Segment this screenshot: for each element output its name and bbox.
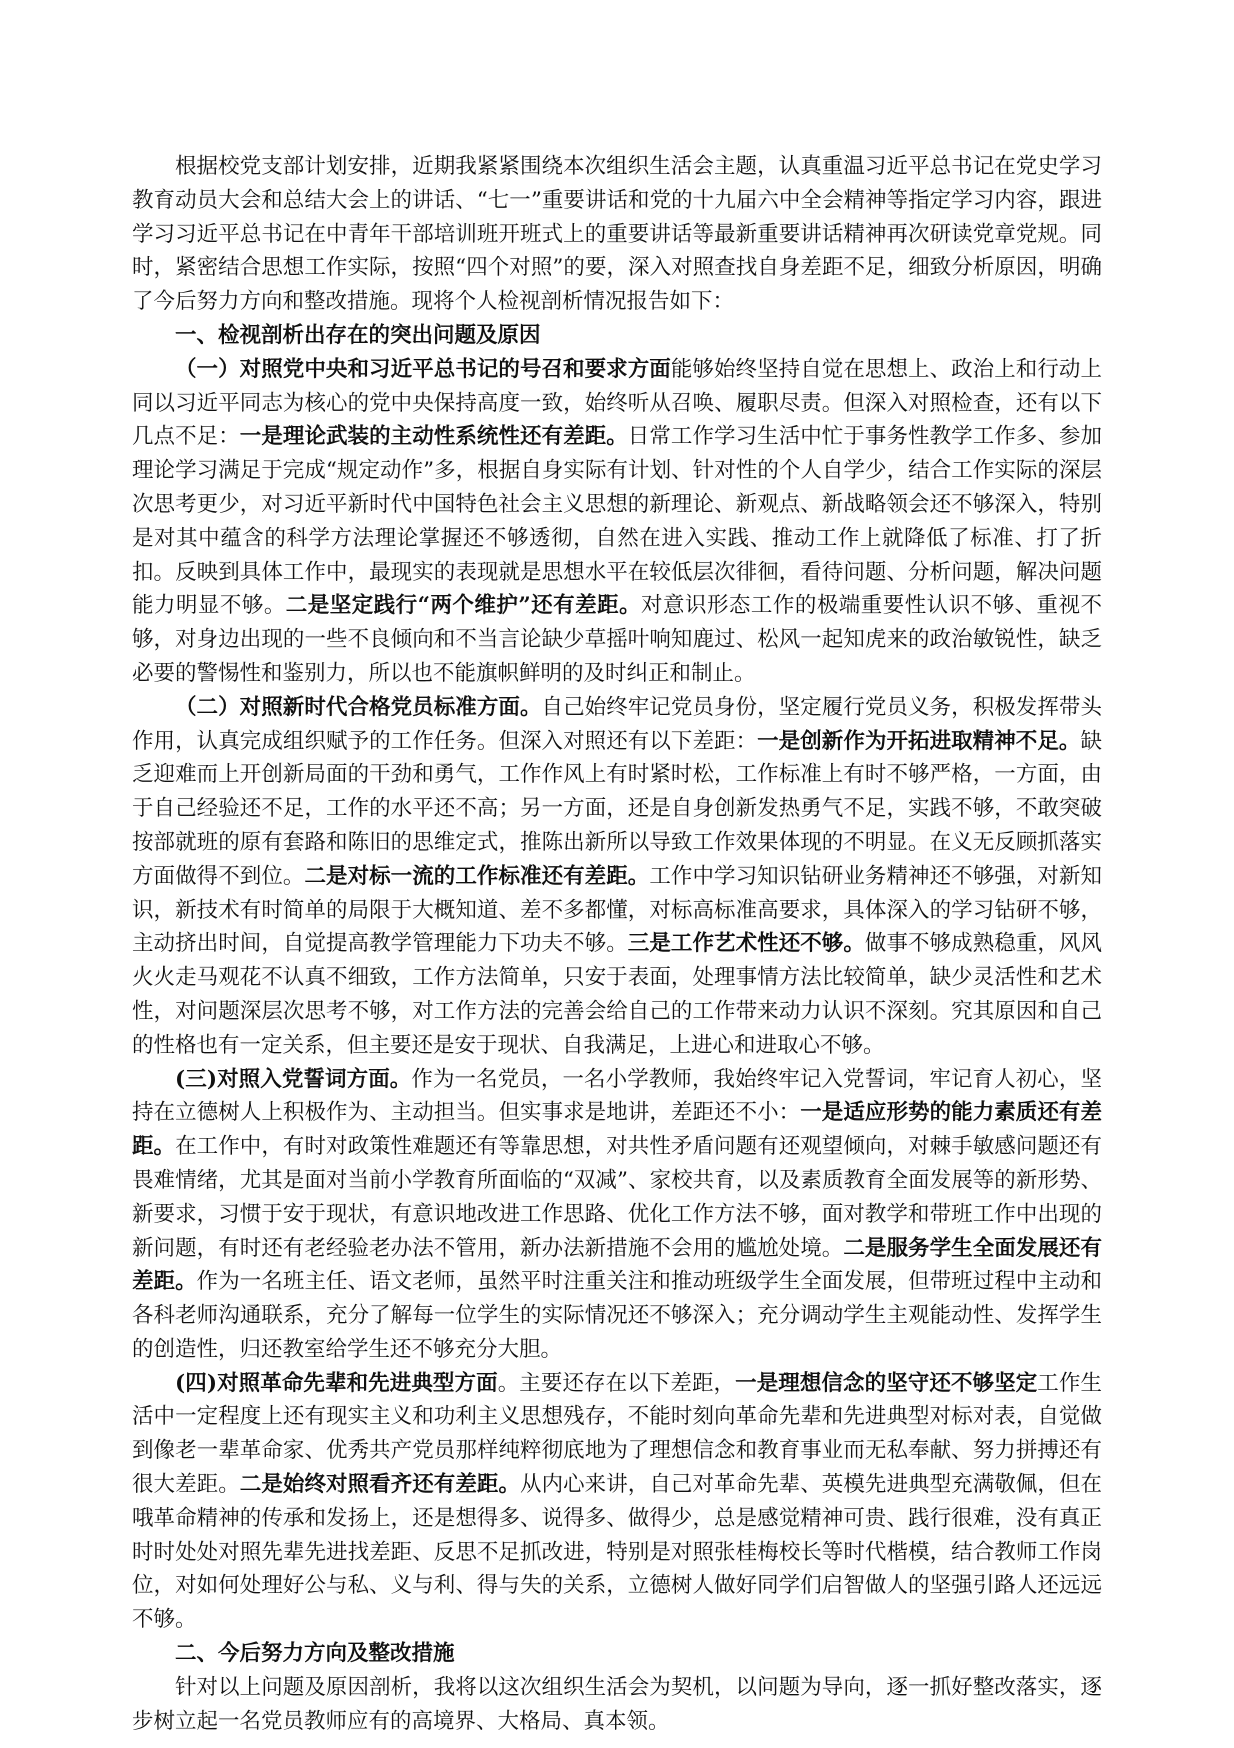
- subsection-2-text-d: 做事不够成熟稳重，风风火火走马观花不认真不细致，工作方法简单，只安于表面，处理事情方法比较简单，缺少灵活性和艺术性，对问题深层次思考不够，对工作方法的完善会给自己的工作带来动力认识不深刻。究其原因和自己的性格也有一定关系，但主要还是安于现状、自我满足，上进心和进取心不够。: [132, 931, 1102, 1058]
- subsection-4-heading: (四)对照革命先辈和先进典型方面: [175, 1370, 498, 1396]
- subsection-3-point-1: 一是适应形势的能力素质还有差距。: [132, 1100, 1102, 1160]
- section-2-heading: 二、今后努力方向及整改措施: [175, 1641, 455, 1667]
- subsection-4-text-b: 工作生活中一定程度上还有现实主义和功利主义思想残存，不能时刻向革命先辈和先进典型对标对表，自觉做到像老一辈革命家、优秀共产党员那样纯粹彻底地为了理想信念和教育事业而无私奉献、努力拼搏还有很大差距。: [132, 1370, 1102, 1498]
- subsection-2-point-1: 一是创新作为开拓进取精神不足。: [757, 728, 1081, 754]
- subsection-2-paragraph: [132, 691, 1102, 1063]
- subsection-2-text-a: 自己始终牢记党员身份，坚定履行党员义务，积极发挥带头作用，认真完成组织赋予的工作任务。但深入对照还有以下差距：: [132, 694, 1102, 754]
- closing-paragraph: 针对以上问题及原因剖析，我将以这次组织生活会为契机，以问题为导向，逐一抓好整改落实，逐步树立起一名党员教师应有的高境界、大格局、真本领。: [132, 1674, 1102, 1734]
- subsection-1-point-1: 一是理论武装的主动性系统性还有差距。: [239, 424, 628, 450]
- subsection-3-text-a: 作为一名党员，一名小学教师，我始终牢记入党誓词，牢记育人初心，坚持在立德树人上积极作为、主动担当。但实事求是地讲，差距还不小：: [132, 1066, 1102, 1126]
- document-page: [132, 150, 1102, 1738]
- subsection-2-point-3: 三是工作艺术性还不够。: [627, 931, 865, 957]
- subsection-1-text-b: 日常工作学习生活中忙于事务性教学工作多、参加理论学习满足于完成“规定动作”多，根据自身实际有计划、针对性的个人自学少，结合工作实际的深层次思考更少，对习近平新时代中国特色社会主义思想的新理论、新观点、新战略领会还不够深入，特别是对其中蕴含的科学方法理论掌握还不够透彻，自然在进入实践、推动工作上就降低了标准、打了折扣。反映到具体工作中，最现实的表现就是思想水平在较低层次徘徊，看待问题、分析问题，解决问题能力明显不够。: [132, 424, 1102, 619]
- subsection-4-paragraph: [132, 1367, 1102, 1637]
- subsection-2-text-c: 工作中学习知识钻研业务精神还不够强，对新知识，新技术有时简单的局限于大概知道、差不多都懂，对标高标准高要求，具体深入的学习钻研不够，主动挤出时间，自觉提高教学管理能力下功夫不够。: [132, 863, 1102, 957]
- subsection-4-text-a: 。主要还存在以下差距，: [497, 1370, 736, 1396]
- subsection-1-text-c: 对意识形态工作的极端重要性认识不够、重视不够，对身边出现的一些不良倾向和不当言论缺少草摇叶响知鹿过、松风一起知虎来的政治敏锐性，缺乏必要的警惕性和鉴别力，所以也不能旗帜鲜明的及时纠正和制止。: [132, 593, 1102, 686]
- subsection-1-text-a: 能够始终坚持自觉在思想上、政治上和行动上同以习近平同志为核心的党中央保持高度一致，始终听从召唤、履职尽责。但深入对照检查，还有以下几点不足：: [132, 356, 1102, 450]
- section-1-heading: 一、检视剖析出存在的突出问题及原因: [175, 322, 541, 348]
- subsection-2-point-2: 二是对标一流的工作标准还有差距。: [304, 863, 650, 889]
- subsection-4-point-2: 二是始终对照看齐还有差距。: [239, 1472, 521, 1498]
- subsection-2-text-b: 缺乏迎难而上开创新局面的干劲和勇气，工作作风上有时紧时松，工作标准上有时不够严格，一方面，由于自己经验还不足，工作的水平还不高；另一方面，还是自身创新发热勇气不足，实践不够，不敢突破按部就班的原有套路和陈旧的思维定式，推陈出新所以导致工作效果体现的不明显。在义无反顾抓落实方面做得不到位。: [132, 728, 1102, 889]
- subsection-3-paragraph: [132, 1063, 1102, 1367]
- subsection-1-paragraph: [132, 353, 1102, 691]
- subsection-3-heading: (三)对照入党誓词方面。: [175, 1066, 412, 1092]
- intro-paragraph: 根据校党支部计划安排，近期我紧紧围绕本次组织生活会主题，认真重温习近平总书记在党史学习教育动员大会和总结大会上的讲话、“七一”重要讲话和党的十九届六中全会精神等指定学习内容，跟进学习习近平总书记在中青年干部培训班开班式上的重要讲话等最新重要讲话精神再次研读党章党规。同时，紧密结合思想工作实际，按照“四个对照”的要，深入对照查找自身差距不足，细致分析原因，明确了今后努力方向和整改措施。现将个人检视剖析情况报告如下：: [132, 154, 1102, 315]
- subsection-1-heading: （一）对照党中央和习近平总书记的号召和要求方面: [175, 356, 671, 382]
- subsection-4-text-c: 从内心来讲，自己对革命先辈、英模先进典型充满敬佩，但在哦革命精神的传承和发扬上，还是想得多、说得多、做得少，总是感觉精神可贵、践行很难，没有真正时时处处对照先辈先进找差距、反思不足抓改进，特别是对照张桂梅校长等时代楷模，结合教师工作岗位，对如何处理好公与私、义与利、得与失的关系，立德树人做好同学们启智做人的坚强引路人还远远不够。: [132, 1472, 1102, 1633]
- subsection-3-point-2: 二是服务学生全面发展还有差距。: [132, 1235, 1102, 1295]
- subsection-2-heading: （二）对照新时代合格党员标准方面。: [175, 694, 542, 720]
- subsection-3-text-b: 在工作中，有时对政策性难题还有等靠思想，对共性矛盾问题有还观望倾向，对棘手敏感问题还有畏难情绪，尤其是面对当前小学教育所面临的“双减”、家校共育，以及素质教育全面发展等的新形势、新要求，习惯于安于现状，有意识地改进工作思路、优化工作方法不够，面对教学和带班工作中出现的新问题，有时还有老经验老办法不管用，新办法新措施不会用的尴尬处境。: [132, 1134, 1102, 1261]
- subsection-1-point-2: 二是坚定践行“两个维护”还有差距。: [285, 593, 642, 619]
- subsection-3-text-c: 作为一名班主任、语文老师，虽然平时注重关注和推动班级学生全面发展，但带班过程中主动和各科老师沟通联系，充分了解每一位学生的实际情况还不够深入；充分调动学生主观能动性、发挥学生的创造性，归还教室给学生还不够充分大胆。: [132, 1269, 1102, 1362]
- subsection-4-point-1: 一是理想信念的坚守还不够坚定: [735, 1370, 1038, 1396]
